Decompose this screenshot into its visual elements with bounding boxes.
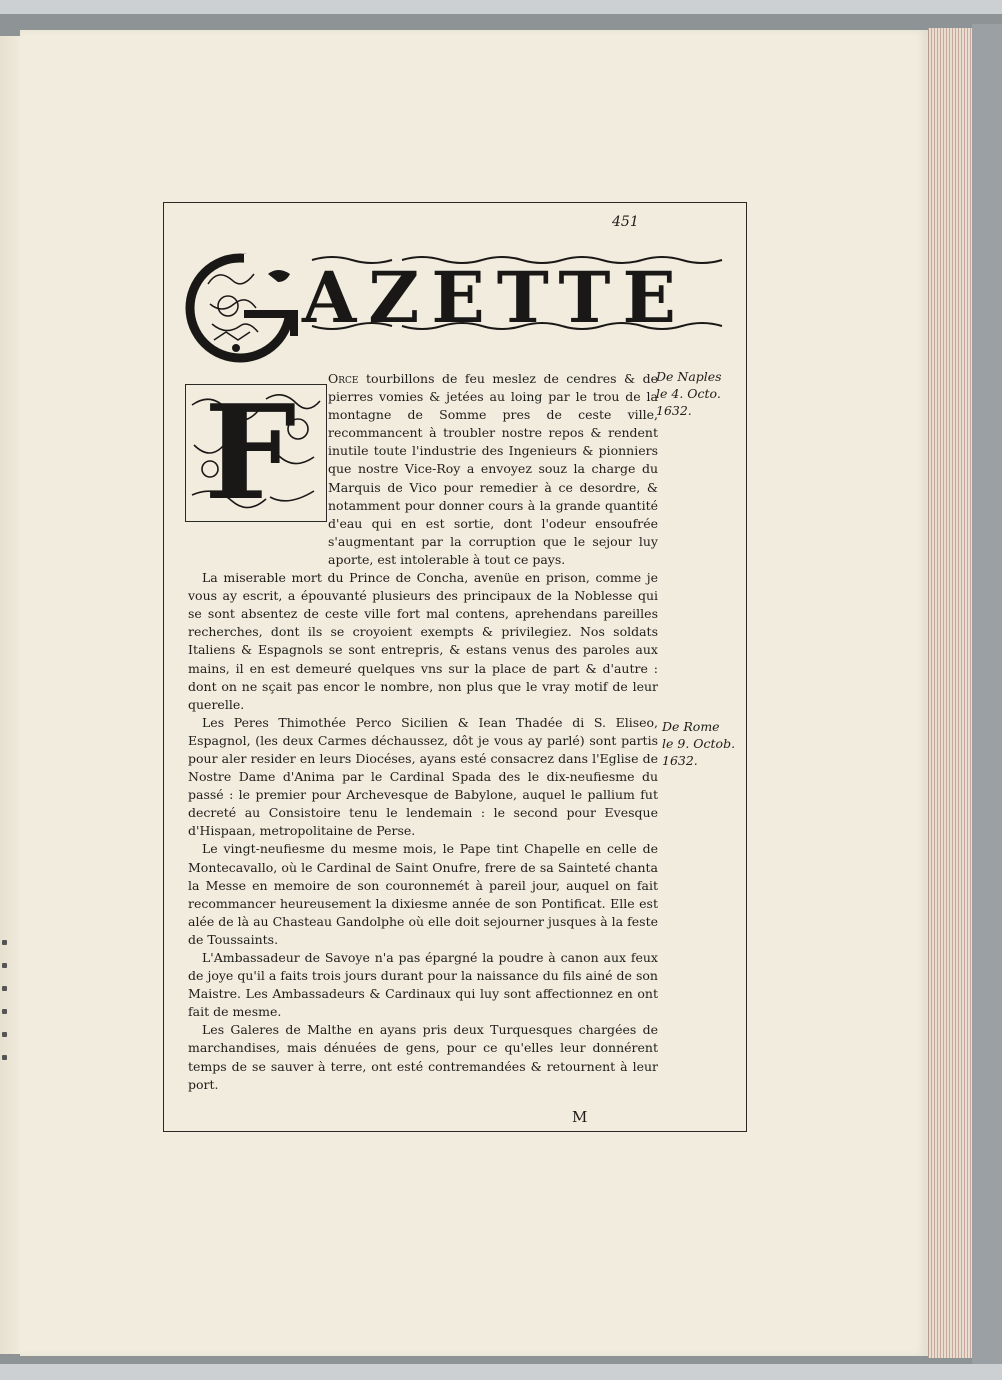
first-word: Orce — [328, 371, 359, 386]
paragraph-6: Les Galeres de Malthe en ayans pris deux Turquesques chargées de marchandises, mais dénuées de gens, pour ce qu'elles leur donnérent temps de se sauver à terre, ont esté contremandées & retournent à leur port. — [188, 1022, 658, 1092]
signature-mark: M — [572, 1108, 588, 1126]
margin-note-line: 1632. — [656, 403, 692, 418]
title-letters: AZETTE — [302, 256, 688, 339]
page-fore-edge — [928, 28, 973, 1358]
margin-note-line: le 4. Octo. — [656, 386, 721, 401]
paragraph-2: La miserable mort du Prince de Concha, avenüe en prison, comme je vous ay escrit, a épouvanté plusieurs des principaux de la Noblesse qui se sont absentez de ceste ville fort mal contens, aprehendans pareilles recherches, dont ils se croyoient exempts & privilegiez. Nos soldats Italiens & Espagnols se sont entrepris, & estans venus des paroles aux mains, il en est demeuré quelques vns sur la place de part & d'autre : dont on ne sçait pas encor le nombre, non plus que le vray motif de leur querelle. — [188, 570, 658, 712]
margin-note-line: 1632. — [662, 753, 698, 768]
paragraph-1 — [188, 370, 658, 569]
paragraph-4: Le vingt-neufiesme du mesme mois, le Pape tint Chapelle en celle de Montecavallo, où le Cardinal de Saint Onufre, frere de sa Sainteté chanta la Messe en memoire de son couronnemét à pareil jour, auquel on fait recommancer heureusement la dixiesme année de son Pontificat. Elle est alée de là au Chasteau Gandolphe où elle doit sejourner jusques à la feste de Toussaints. — [188, 841, 658, 947]
paragraph-3: Les Peres Thimothée Perco Sicilien & Iean Thadée di S. Eliseo, Espagnol, (les deux Carmes déchaussez, dôt je vous ay parlé) sont partis pour aler resider en leurs Diocéses, ayans esté consacrez dans l'Eglise de Nostre Dame d'Anima par le Cardinal Spada des le dix-neufiesme du passé : le premier pour Archevesque de Babylone, auquel le pallium fut decreté au Consistoire tenu le lendemain : le second pour Evesque d'Hispaan, metropolitaine de Perse. — [188, 714, 658, 839]
article-body — [188, 370, 658, 1094]
page-number: 451 — [612, 214, 639, 230]
left-page-edge — [0, 36, 21, 1354]
margin-note-line: De Naples — [656, 369, 722, 384]
margin-note-rome — [662, 718, 742, 769]
title-banner — [184, 244, 744, 374]
margin-note-line: le 9. Octob. — [662, 736, 736, 751]
drop-cap-letter: F — [204, 376, 297, 529]
paragraph-text: tourbillons de feu meslez de cendres & de pierres vomies & jetées au loing par le trou de la montagne de Somme pres de ceste ville, recommancent à troubler nostre repos & rendent inutile toute l'industrie des Ingenieurs & pionniers que nostre Vice-Roy a envoyez souz la charge du Marquis de Vico pour remedier à ce desordre, & notamment pour donner cours à la grande quantité d'eau qui en est sortie, dont l'odeur ensoufrée s'augmentant par la corruption que le sejour luy aporte, est intolerable à tout ce pays. — [328, 371, 658, 567]
paragraph-5: L'Ambassadeur de Savoye n'a pas épargné la poudre à canon aux feux de joye qu'il a faits trois jours durant pour la naissance du fils ainé de son Maistre. Les Ambassadeurs & Cardinaux qui luy sont affectionnez en ont fait de mesme. — [188, 950, 658, 1020]
margin-note-line: De Rome — [662, 719, 720, 734]
book-cover-edge — [972, 24, 1002, 1364]
decorated-initial-g — [184, 244, 300, 370]
ornament-icon — [184, 244, 300, 370]
left-page-marks — [2, 940, 16, 1078]
margin-note-naples — [656, 368, 736, 419]
